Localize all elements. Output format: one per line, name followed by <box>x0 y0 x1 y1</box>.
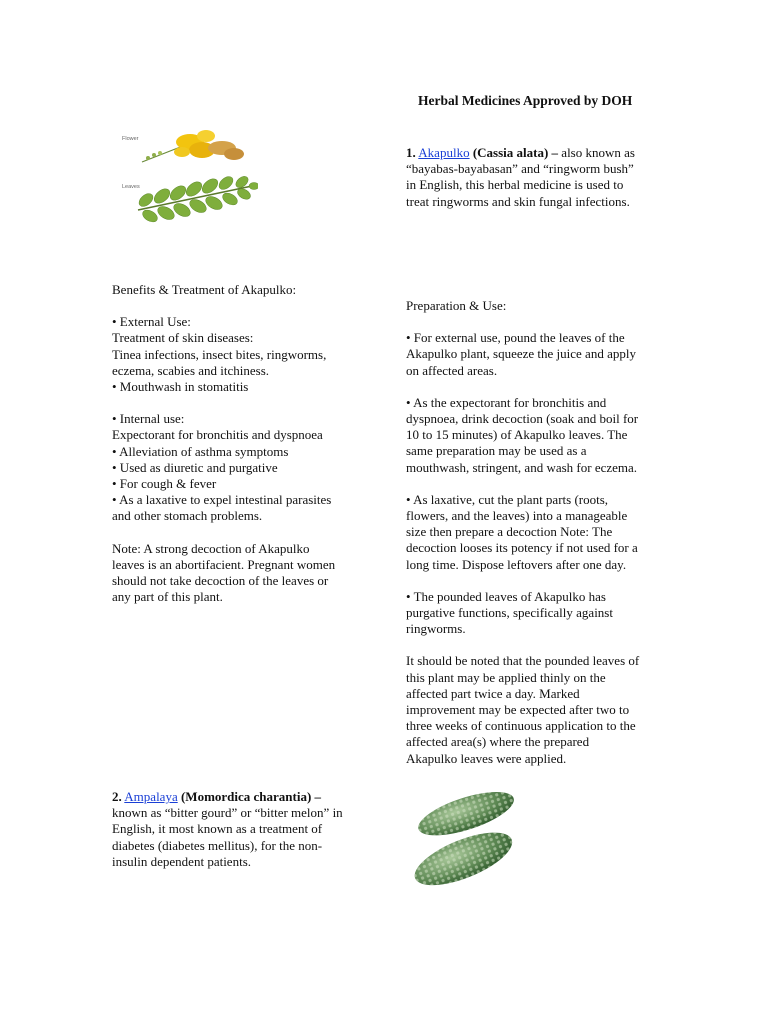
external-line: Treatment of skin diseases: <box>112 330 254 346</box>
leaves-label: Leaves <box>122 184 140 190</box>
note-line: should not take decoction of the leaves or <box>112 573 329 589</box>
internal-line: • Alleviation of asthma symptoms <box>112 443 289 459</box>
note-line: Note: A strong decoction of Akapulko <box>112 540 310 556</box>
internal-line: Expectorant for bronchitis and dyspnoea <box>112 427 323 443</box>
ampalaya-sci-name: (Momordica charantia) – <box>180 789 322 804</box>
ampalaya-image <box>404 778 528 900</box>
prep-item: • The pounded leaves of Akapulko has purgative functions, specifically against ringworms. <box>406 588 613 637</box>
external-line: Tinea infections, insect bites, ringworms, <box>112 346 327 362</box>
benefits-section <box>112 282 382 605</box>
flower-label: Flower <box>122 136 139 142</box>
external-line: • External Use: <box>112 314 191 330</box>
preparation-section <box>406 298 706 767</box>
internal-line: • Internal use: <box>112 411 185 427</box>
intro-line: treat ringworms and skin fungal infections. <box>406 193 630 209</box>
note-line: leaves is an abortifacient. Pregnant women <box>112 556 336 572</box>
internal-line: • As a laxative to expel intestinal parasites <box>112 492 332 508</box>
akapulko-number: 1. <box>406 145 416 160</box>
ampalaya-line: English, it most known as a treatment of <box>112 821 323 837</box>
ampalaya-link[interactable]: Ampalaya <box>124 789 178 804</box>
prep-item: • As laxative, cut the plant parts (roots, flowers, and the leaves) into a manageable size then prepare a decoction Note: The decoction looses its potency if not used for a long time. Dispose leftovers after one day. <box>406 491 638 572</box>
akapulko-link[interactable]: Akapulko <box>418 145 470 160</box>
akapulko-intro <box>406 145 706 210</box>
note-line: any part of this plant. <box>112 589 223 605</box>
internal-line: and other stomach problems. <box>112 508 263 524</box>
external-line: • Mouthwash in stomatitis <box>112 379 249 395</box>
prep-heading: Preparation & Use: <box>406 298 507 313</box>
intro-line: in English, this herbal medicine is used to <box>406 177 624 193</box>
page-title: Herbal Medicines Approved by DOH <box>418 93 633 108</box>
benefits-heading: Benefits & Treatment of Akapulko: <box>112 282 297 297</box>
ampalaya-number: 2. <box>112 789 122 804</box>
akapulko-illustration <box>118 122 258 234</box>
intro-text: also known as <box>561 145 635 160</box>
internal-line: • Used as diuretic and purgative <box>112 459 278 475</box>
internal-line: • For cough & fever <box>112 476 217 492</box>
akapulko-sci-name: (Cassia alata) – <box>472 145 559 160</box>
prep-note: It should be noted that the pounded leaves of this plant may be applied thinly on the affected part twice a day. Marked improvement may be expected after two to three weeks of continuous application to the affected area(s) where the prepared Akapulko leaves were applied. <box>406 653 640 766</box>
ampalaya-line: known as “bitter gourd” or “bitter melon” in <box>112 805 343 821</box>
ampalaya-section <box>112 789 382 870</box>
intro-line: “bayabas-bayabasan” and “ringworm bush” <box>406 161 634 177</box>
ampalaya-line: insulin dependent patients. <box>112 853 252 869</box>
ampalaya-line: diabetes (diabetes mellitus), for the non- <box>112 837 323 853</box>
prep-item: • As the expectorant for bronchitis and dyspnoea, drink decoction (soak and boil for 10 to 15 minutes) of Akapulko leaves. The same preparation may be used as a mouthwash, stringent, and wash for eczema. <box>406 394 639 475</box>
external-line: eczema, scabies and itchiness. <box>112 362 270 378</box>
prep-item: • For external use, pound the leaves of the Akapulko plant, squeeze the juice and apply on affected areas. <box>406 330 636 378</box>
